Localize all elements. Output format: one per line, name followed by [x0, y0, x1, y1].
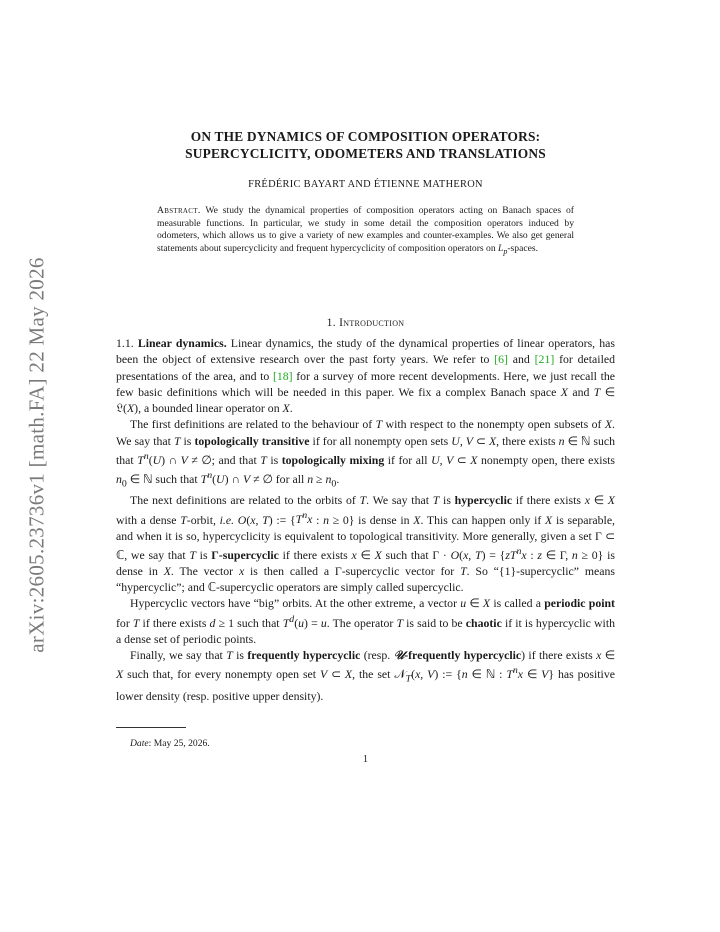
- arxiv-identifier-sidebar: [22, 240, 52, 670]
- paper-body: [116, 335, 615, 704]
- paper-page: [116, 128, 615, 765]
- footnote-label: Date: [130, 737, 149, 749]
- section-number: 1.: [326, 316, 336, 330]
- title-line-1: ON THE DYNAMICS OF COMPOSITION OPERATORS:: [190, 129, 541, 144]
- footnote-rule: [116, 727, 186, 728]
- paragraph-1: 1.1. Linear dynamics. Linear dynamics, the study of the dynamical properties of linear operators, has been the object of extensive research over the past forty years. We refer to [6] and [21] for detailed presentations of the area, and to [18] for a survey of more recent developments. Here, we just recall the few basic definitions which will be needed in this paper. We fix a complex Banach space X and T ∈ 𝔏(X), a bounded linear operator on X.: [116, 336, 616, 416]
- citation-18[interactable]: [18]: [272, 368, 293, 383]
- abstract-text: We study the dynamical properties of composition operators acting on Banach spaces of measurable functions. In particular, we study in some detail the composition operators induced by odometers, which allows us to give a variety of new examples and counter-examples. We also get general statements about supercyclicity and frequent hypercyclicity of composition operators on $L_p$-spaces.: [157, 205, 574, 256]
- subsection-title: Linear dynamics.: [137, 336, 227, 351]
- arxiv-identifier: arXiv:2605.23736v1 [math.FA] 22 May 2026: [24, 257, 49, 653]
- paragraph-2: The first definitions are related to the behaviour of T with respect to the nonempty open subsets of X. We say that T is topologically transitive if for all nonempty open sets U, V ⊂ X, there exists n ∈ ℕ such that $T^n(U)$ ∩ V ≠ ∅; and that T is topologically mixing if for all U, V ⊂ X nonempty open, there exists $n_0$ ∈ ℕ such that $T^n(U)$ ∩ V ≠ ∅ for all $n \ge n_0$.: [116, 417, 616, 490]
- citation-21[interactable]: [21]: [534, 352, 555, 367]
- paper-authors: FRÉDÉRIC BAYART AND ÉTIENNE MATHERON: [248, 179, 483, 190]
- section-title: Introduction: [339, 316, 405, 330]
- page-number: 1: [362, 753, 369, 765]
- section-heading: [116, 316, 615, 329]
- subsection-number: 1.1.: [116, 336, 134, 351]
- citation-6[interactable]: [6]: [494, 352, 508, 367]
- abstract: [157, 205, 574, 258]
- abstract-heading: Abstract.: [157, 205, 201, 216]
- footnote-value: : May 25, 2026.: [148, 737, 210, 749]
- paragraph-5: Finally, we say that T is frequently hypercyclic (resp. 𝒰-frequently hypercyclic) if there exists x ∈ X such that, for every nonempty open set V ⊂ X, the set 𝒩$_T$(x, V) := {n ∈ ℕ : $T^nx$ ∈ V} has positive lower density (resp. positive upper density).: [116, 647, 616, 703]
- title-line-2: SUPERCYCLICITY, ODOMETERS AND TRANSLATIONS: [185, 146, 546, 161]
- footnote-date: [130, 738, 615, 749]
- paragraph-3: The next definitions are related to the orbits of T. We say that T is hypercyclic if there exists x ∈ X with a dense T-orbit, i.e. O(x, T) := {$T^nx$ : n ≥ 0} is dense in X. This can happen only if X is separable, and when it is so, hypercyclicity is equivalent to topological transitivity. More generally, given a set Γ ⊂ ℂ, we say that T is Γ-supercyclic if there exists x ∈ X such that Γ · O(x, $T) = \{zT^nx$ : z ∈ Γ, n ≥ 0} is dense in X. The vector x is then called a Γ-supercyclic vector for T. So “{1}-supercyclic” means “hypercyclic”; and ℂ-supercyclic operators are simply called supercyclic.: [116, 493, 616, 595]
- paper-title: [116, 128, 615, 162]
- paragraph-4: Hypercyclic vectors have “big” orbits. At the other extreme, a vector u ∈ X is called a periodic point for T if there exists d ≥ 1 such that $T^d(u) = u$. The operator T is said to be chaotic if it is hypercyclic with a dense set of periodic points.: [116, 596, 616, 646]
